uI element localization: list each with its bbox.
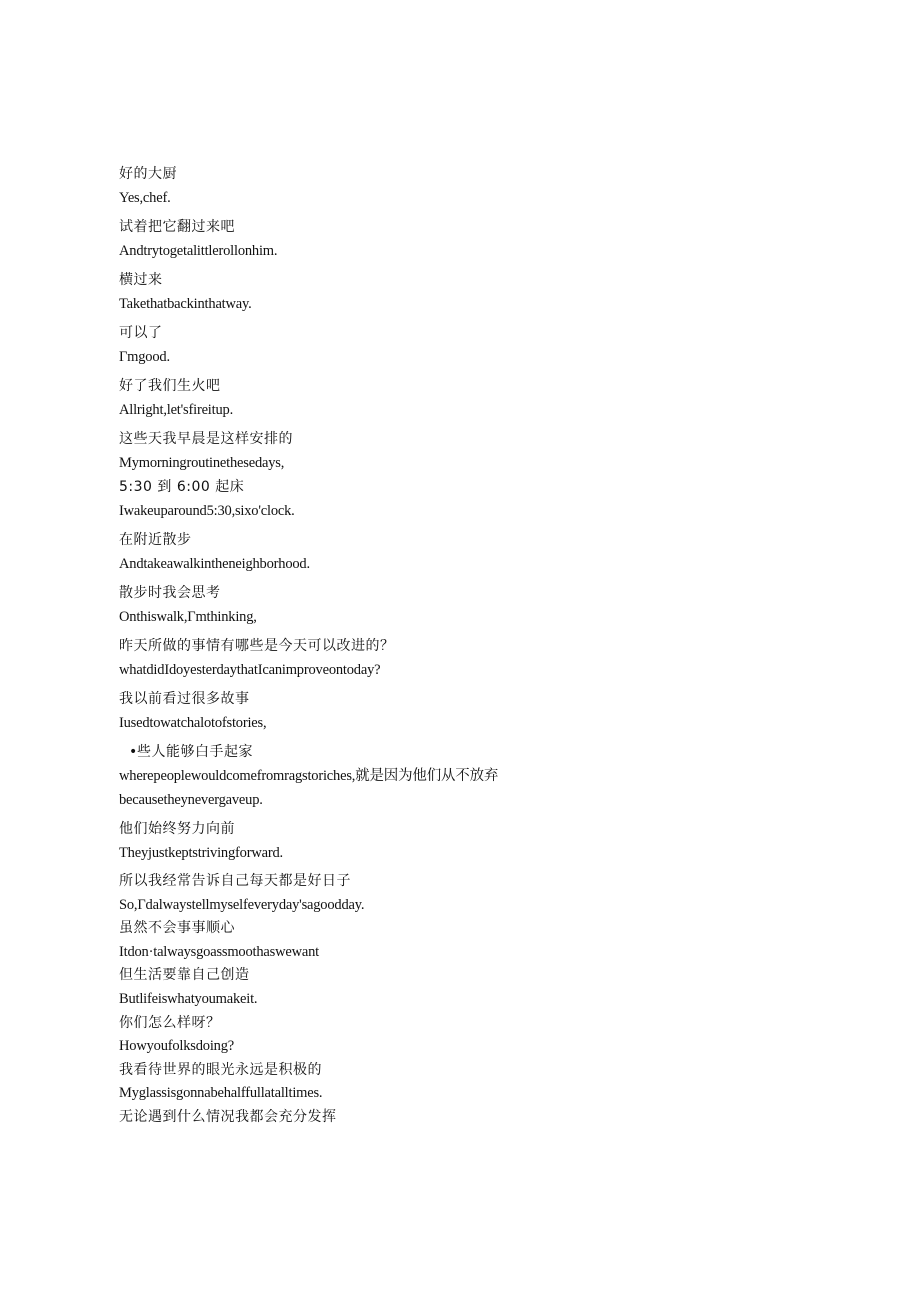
chinese-line: 5:30 到 6:00 起床 (119, 479, 245, 495)
english-line: So,Γdalwaystellmyselfeveryday'sagoodday. (119, 896, 365, 913)
transcript-pair (119, 687, 819, 735)
english-line: Iusedtowatchalotofstories, (119, 715, 267, 731)
transcript-pair (119, 321, 819, 369)
english-line: Butlifeiswhatyoumakeit. (119, 990, 258, 1007)
english-line: Mymorningroutinethesedays, (119, 455, 285, 471)
chinese-line: 这些天我早晨是这样安排的 (119, 431, 293, 447)
chinese-line: 散步时我会思考 (119, 585, 221, 601)
chinese-line: 试着把它翻过来吧 (119, 219, 235, 235)
transcript-pair (119, 870, 819, 1130)
transcript-pair (119, 215, 819, 263)
chinese-line: 但生活要靠自己创造 (119, 967, 250, 984)
chinese-line: 他们始终努力向前 (119, 821, 235, 837)
transcript-pair (119, 427, 819, 523)
english-line: whatdidIdoyesterdaythatIcanimproveontoday? (119, 662, 381, 678)
transcript-pair (119, 740, 819, 812)
english-line: Howyoufolksdoing? (119, 1038, 235, 1055)
transcript-pair (119, 268, 819, 316)
english-line: wherepeoplewouldcomefromragstoriches,就是因为他们从不放弃 (119, 768, 499, 784)
chinese-line: 无论遇到什么情况我都会充分发挥 (119, 1108, 337, 1125)
chinese-line: 你们怎么样呀？ (119, 1014, 221, 1031)
transcript-pair (119, 162, 819, 210)
english-line: Yes,chef. (119, 190, 171, 206)
chinese-line: 我以前看过很多故事 (119, 691, 250, 707)
transcript-pair (119, 581, 819, 629)
chinese-line: 好的大厨 (119, 166, 177, 182)
chinese-line: 所以我经常告诉自己每天都是好日子 (119, 873, 351, 889)
english-line: Andtrytogetalittlerollonhim. (119, 243, 278, 259)
chinese-line: 我看待世界的眼光永远是积极的 (119, 1061, 322, 1078)
english-line: Andtakeawalkintheneighborhood. (119, 556, 310, 572)
chinese-line: 横过来 (119, 272, 163, 288)
english-line: becausetheynevergaveup. (119, 792, 263, 808)
transcript-pair (119, 817, 819, 865)
english-line: Theyjustkeptstrivingforward. (119, 845, 283, 861)
english-line: Γmgood. (119, 349, 170, 365)
english-line: Allright,let'sfireitup. (119, 402, 233, 418)
chinese-line-text: 些人能够白手起家 (137, 744, 253, 760)
transcript-pair (119, 374, 819, 422)
subtitle-transcript (119, 162, 819, 1135)
english-line: Myglassisgonnabehalffullatalltimes. (119, 1085, 323, 1102)
transcript-pair (119, 634, 819, 682)
chinese-line: 虽然不会事事顺心 (119, 920, 235, 937)
english-line: Itdon·talwaysgoassmoothaswewant (119, 943, 319, 960)
chinese-line: 在附近散步 (119, 532, 192, 548)
transcript-pair (119, 528, 819, 576)
english-line: Iwakeuparound5:30,sixo'clock. (119, 503, 295, 519)
english-line: Onthiswalk,Γmthinking, (119, 609, 257, 625)
chinese-line: 好了我们生火吧 (119, 378, 221, 394)
bullet-mark: • (129, 744, 138, 760)
bulleted-chinese-line (119, 740, 819, 764)
chinese-line: 可以了 (119, 325, 163, 341)
english-line: Takethatbackinthatway. (119, 296, 252, 312)
chinese-line: 昨天所做的事情有哪些是今天可以改进的？ (119, 638, 395, 654)
